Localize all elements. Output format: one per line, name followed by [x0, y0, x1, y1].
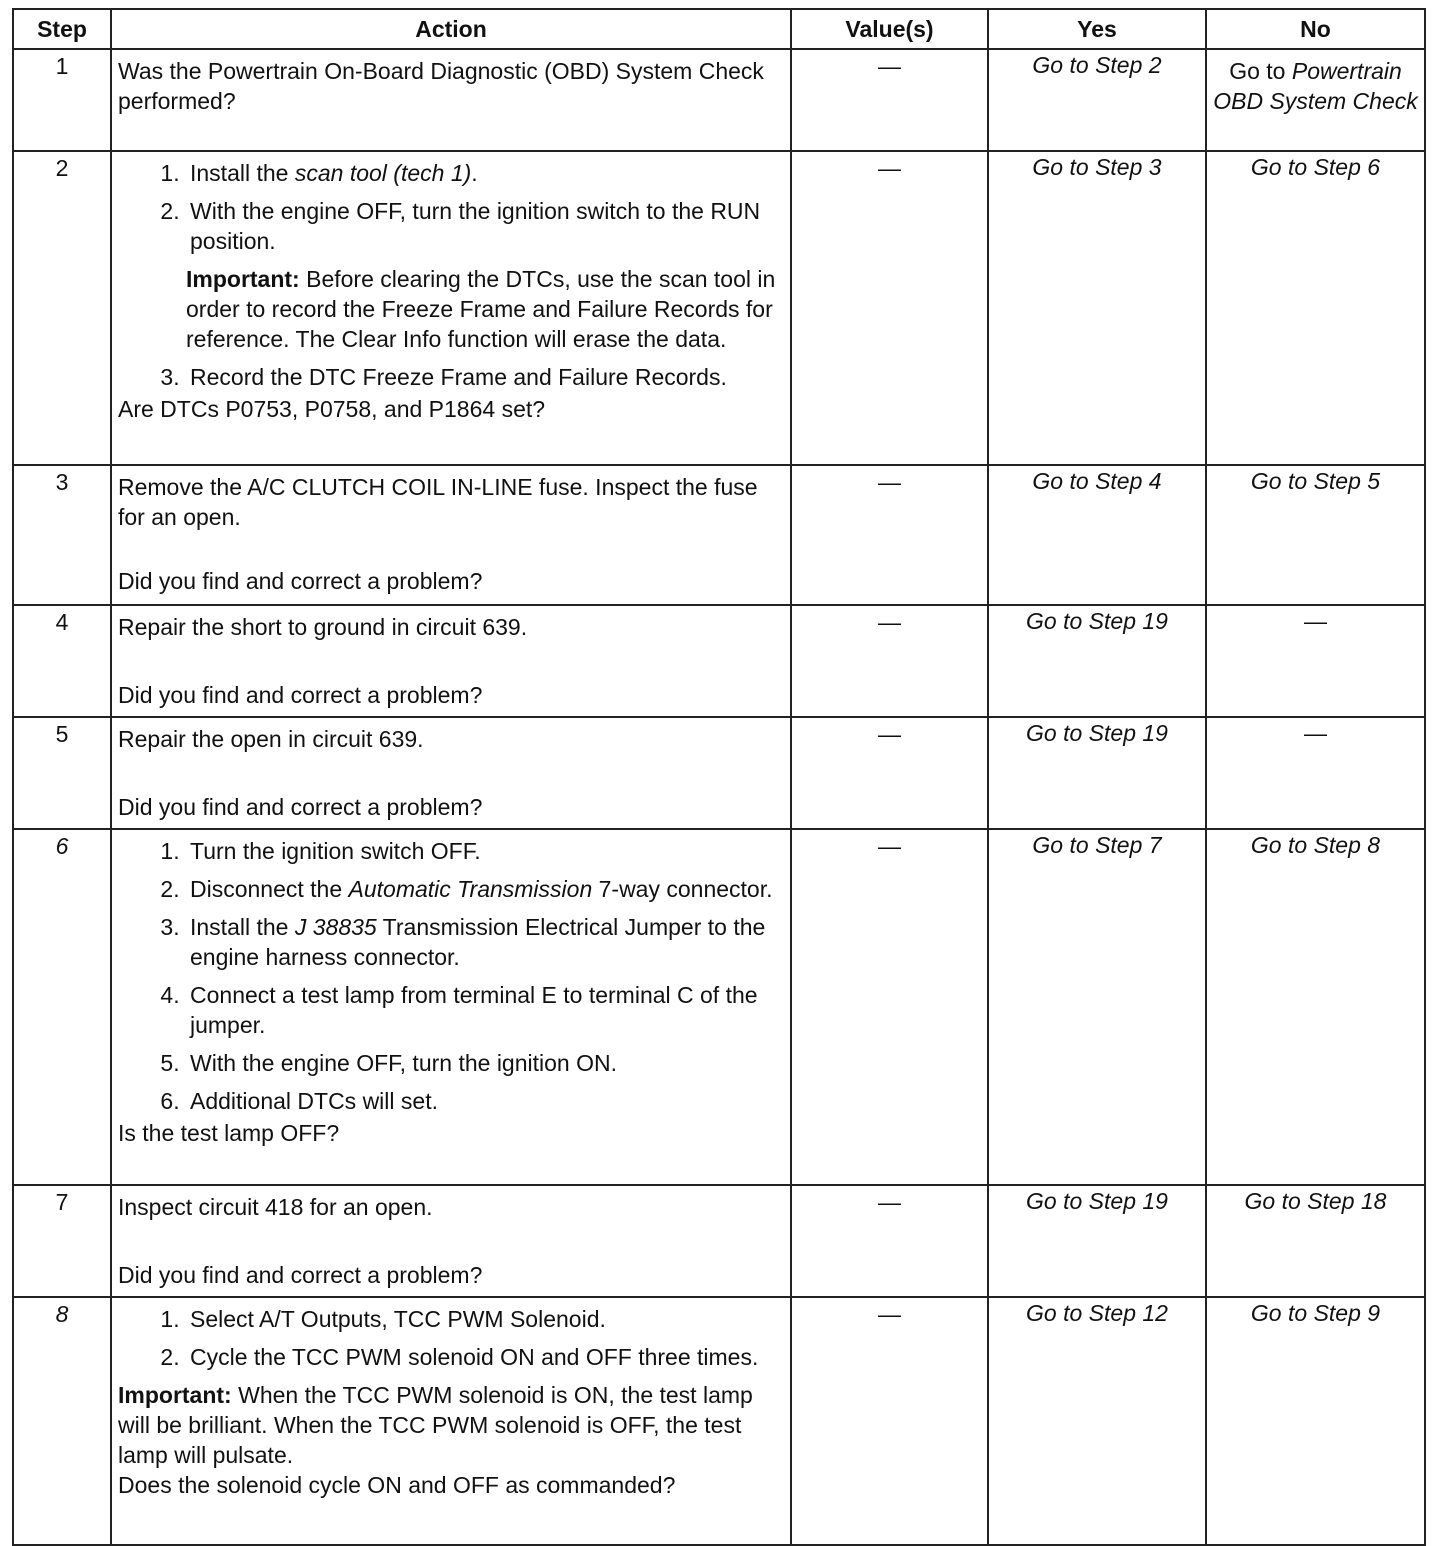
diagnostic-table [12, 8, 1426, 1546]
no-prefix: Go to [1229, 58, 1286, 84]
header-step: Step [13, 9, 111, 49]
action-cell [111, 465, 791, 605]
step-number: 4 [13, 605, 111, 717]
no-cell: Go to Step 9 [1206, 1297, 1425, 1545]
action-cell [111, 49, 791, 151]
no-cell [1206, 49, 1425, 151]
yes-cell: Go to Step 2 [988, 49, 1206, 151]
value-cell: — [791, 49, 988, 151]
step-number: 3 [13, 465, 111, 605]
list-item: 4. Connect a test lamp from terminal E to terminal C of the jumper. [186, 980, 782, 1040]
action-cell [111, 605, 791, 717]
header-no: No [1206, 9, 1425, 49]
step-number: 5 [13, 717, 111, 829]
list-item: 1. Install the scan tool (tech 1). [186, 158, 782, 188]
action-cell [111, 1185, 791, 1297]
value-cell: — [791, 1185, 988, 1297]
table-row [13, 1297, 1425, 1545]
table-row [13, 717, 1425, 829]
list-item: 2. With the engine OFF, turn the ignition switch to the RUN position. [186, 196, 782, 256]
table-row [13, 465, 1425, 605]
value-cell: — [791, 151, 988, 465]
value-cell: — [791, 1297, 988, 1545]
list-item: 1. Select A/T Outputs, TCC PWM Solenoid. [186, 1304, 782, 1334]
instruction-list [118, 1304, 782, 1372]
value-cell: — [791, 465, 988, 605]
list-item: 3. Record the DTC Freeze Frame and Failure Records. [186, 362, 782, 392]
no-cell: Go to Step 6 [1206, 151, 1425, 465]
step-number: 2 [13, 151, 111, 465]
table-row [13, 1185, 1425, 1297]
question-text: Does the solenoid cycle ON and OFF as commanded? [118, 1472, 676, 1498]
instruction-list [118, 362, 782, 392]
action-text: Inspect circuit 418 for an open. [118, 1194, 433, 1220]
list-item: 5. With the engine OFF, turn the ignition ON. [186, 1048, 782, 1078]
no-cell: Go to Step 18 [1206, 1185, 1425, 1297]
action-text: Remove the A/C CLUTCH COIL IN-LINE fuse. Inspect the fuse for an open. [118, 474, 758, 530]
header-action: Action [111, 9, 791, 49]
table-row [13, 829, 1425, 1185]
no-cell: Go to Step 8 [1206, 829, 1425, 1185]
step-number: 1 [13, 49, 111, 151]
yes-cell: Go to Step 7 [988, 829, 1206, 1185]
list-item: 6. Additional DTCs will set. [186, 1086, 782, 1116]
yes-cell: Go to Step 4 [988, 465, 1206, 605]
diagnostic-table-page [12, 8, 1424, 1546]
header-row [13, 9, 1425, 49]
question-text: Did you find and correct a problem? [118, 1262, 483, 1288]
action-text: Repair the short to ground in circuit 639. [118, 614, 528, 640]
yes-cell: Go to Step 19 [988, 1185, 1206, 1297]
question-text: Did you find and correct a problem? [118, 794, 483, 820]
action-cell [111, 1297, 791, 1545]
yes-cell: Go to Step 3 [988, 151, 1206, 465]
instruction-list [118, 836, 782, 1116]
question-text: Is the test lamp OFF? [118, 1120, 340, 1146]
header-yes: Yes [988, 9, 1206, 49]
yes-cell: Go to Step 12 [988, 1297, 1206, 1545]
table-row [13, 151, 1425, 465]
no-cell: — [1206, 605, 1425, 717]
action-text: Repair the open in circuit 639. [118, 726, 424, 752]
action-text: Was the Powertrain On-Board Diagnostic (OBD) System Check performed? [118, 58, 764, 114]
instruction-list [118, 158, 782, 256]
list-item: 3. Install the J 38835 Transmission Electrical Jumper to the engine harness connector. [186, 912, 782, 972]
table-row [13, 49, 1425, 151]
yes-cell: Go to Step 19 [988, 717, 1206, 829]
header-values: Value(s) [791, 9, 988, 49]
action-cell [111, 717, 791, 829]
list-item: 1. Turn the ignition switch OFF. [186, 836, 782, 866]
no-reference: Powertrain OBD System Check [1213, 58, 1418, 114]
no-cell: — [1206, 717, 1425, 829]
important-note: Important: Before clearing the DTCs, use the scan tool in order to record the Freeze Frame and Failure Records for reference. The Clear Info function will erase the data. [186, 266, 776, 352]
question-text: Did you find and correct a problem? [118, 568, 483, 594]
value-cell: — [791, 829, 988, 1185]
important-note: Important: When the TCC PWM solenoid is ON, the test lamp will be brilliant. When the TCC PWM solenoid is OFF, the test lamp will pulsate. [118, 1382, 753, 1468]
step-number: 6 [13, 829, 111, 1185]
action-cell [111, 151, 791, 465]
question-text: Are DTCs P0753, P0758, and P1864 set? [118, 396, 546, 422]
question-text: Did you find and correct a problem? [118, 682, 483, 708]
value-cell: — [791, 717, 988, 829]
step-number: 8 [13, 1297, 111, 1545]
value-cell: — [791, 605, 988, 717]
list-item: 2. Disconnect the Automatic Transmission 7-way connector. [186, 874, 782, 904]
no-cell: Go to Step 5 [1206, 465, 1425, 605]
action-cell [111, 829, 791, 1185]
step-number: 7 [13, 1185, 111, 1297]
list-item: 2. Cycle the TCC PWM solenoid ON and OFF three times. [186, 1342, 782, 1372]
table-row [13, 605, 1425, 717]
yes-cell: Go to Step 19 [988, 605, 1206, 717]
